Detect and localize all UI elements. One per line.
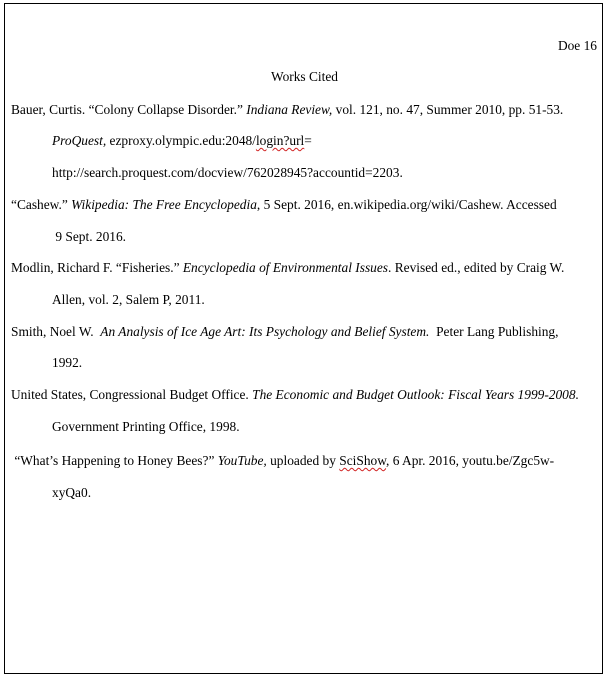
spellcheck-underline: login?url	[255, 133, 305, 148]
spellcheck-underline: SciShow	[339, 453, 387, 468]
page-header-number: Doe 16	[557, 38, 597, 53]
document-page	[4, 3, 603, 674]
citation-cashew-line-1: “Cashew.” Wikipedia: The Free Encyclopedia, 5 Sept. 2016, en.wikipedia.org/wiki/Cashew. Accessed	[11, 197, 557, 212]
page-title: Works Cited	[271, 69, 338, 84]
citation-modlin-line-2: Allen, vol. 2, Salem P, 2011.	[52, 292, 205, 307]
citation-cbo-line-2: Government Printing Office, 1998.	[52, 419, 240, 434]
citation-youtube-line-2: xyQa0.	[52, 485, 92, 500]
citation-bauer-line-3: http://search.proquest.com/docview/762028945?accountid=2203.	[52, 165, 403, 180]
citation-smith-line-1: Smith, Noel W. An Analysis of Ice Age Art: Its Psychology and Belief System. Peter Lang Publishing,	[11, 324, 559, 339]
citation-bauer-line-1: Bauer, Curtis. “Colony Collapse Disorder.” Indiana Review, vol. 121, no. 47, Summer 2010, pp. 51-53.	[11, 102, 564, 117]
citation-modlin-line-1: Modlin, Richard F. “Fisheries.” Encyclopedia of Environmental Issues. Revised ed., edited by Craig W.	[11, 260, 565, 275]
citation-smith-line-2: 1992.	[52, 355, 83, 370]
citation-bauer-line-2: ProQuest, ezproxy.olympic.edu:2048/login?url=	[52, 133, 312, 148]
citation-cbo-line-1: United States, Congressional Budget Office. The Economic and Budget Outlook: Fiscal Years 1999-2008.	[11, 387, 579, 402]
citation-youtube-line-1: “What’s Happening to Honey Bees?” YouTube, uploaded by SciShow, 6 Apr. 2016, youtu.be/Zgc5w-	[11, 453, 555, 468]
citation-cashew-line-2: 9 Sept. 2016.	[52, 229, 127, 244]
